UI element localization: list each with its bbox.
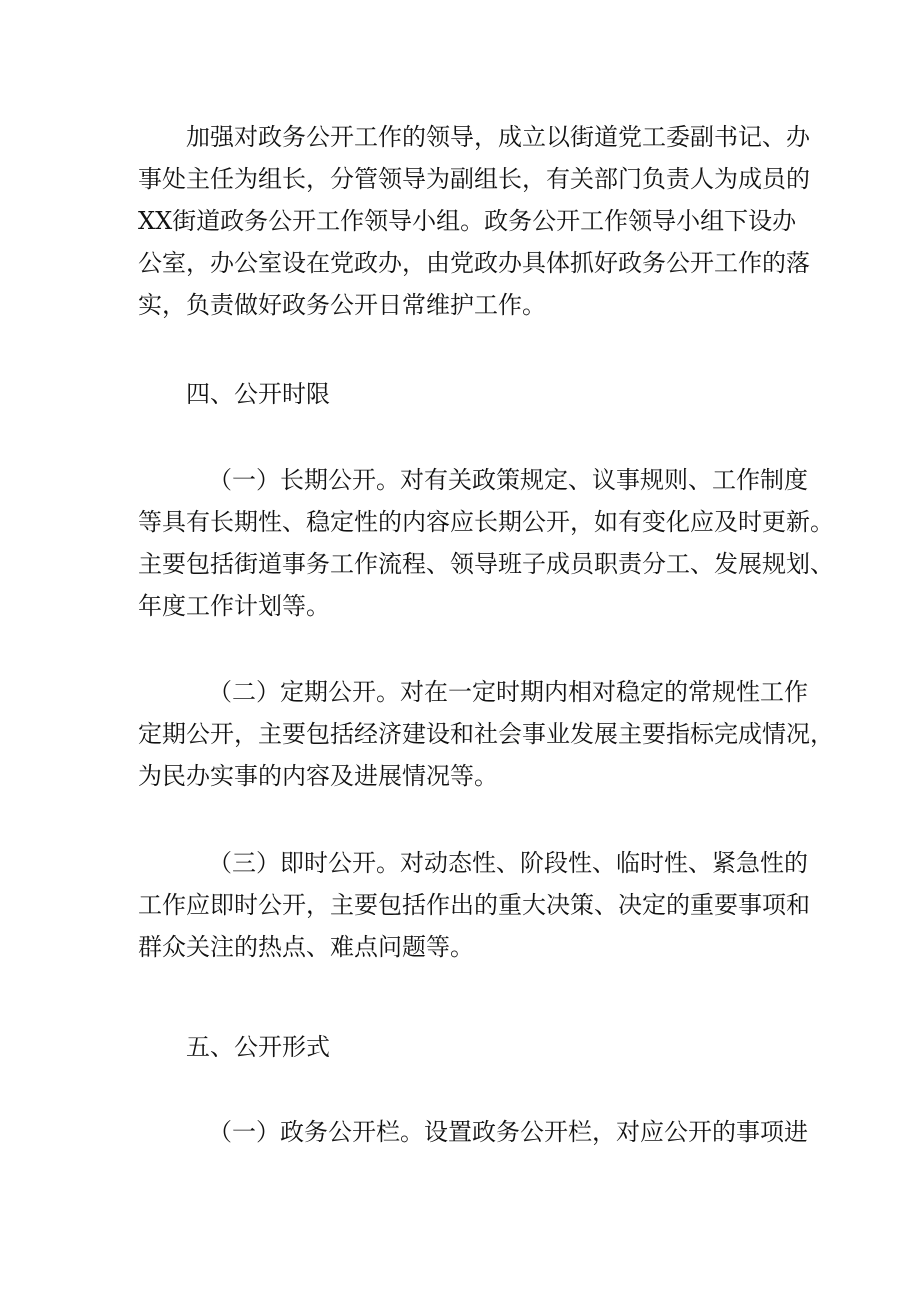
text-line: 实，负责做好政务公开日常维护工作。 bbox=[138, 291, 546, 319]
text-line: 等具有长期性、稳定性的内容应长期公开，如有变化应及时更新。 bbox=[138, 508, 834, 536]
text-line: 工作应即时公开，主要包括作出的重大决策、决定的重要事项和 bbox=[138, 891, 810, 919]
text-line: 定期公开，主要包括经济建设和社会事业发展主要指标完成情况， bbox=[138, 720, 834, 748]
section-heading: 四、公开时限 bbox=[186, 380, 330, 408]
text-line: 主要包括街道事务工作流程、领导班子成员职责分工、发展规划、 bbox=[138, 550, 834, 578]
text-line: 年度工作计划等。 bbox=[138, 592, 330, 620]
text-line: （三）即时公开。对动态性、阶段性、临时性、紧急性的 bbox=[208, 849, 808, 877]
text-line: 事处主任为组长，分管领导为副组长，有关部门负责人为成员的 bbox=[138, 165, 810, 193]
text-line: XX街道政务公开工作领导小组。政务公开工作领导小组下设办 bbox=[138, 207, 797, 235]
text-line: 公室，办公室设在党政办，由党政办具体抓好政务公开工作的落 bbox=[138, 249, 810, 277]
text-line: 群众关注的热点、难点问题等。 bbox=[138, 933, 474, 961]
section-heading: 五、公开形式 bbox=[186, 1033, 330, 1061]
text-line: （一）长期公开。对有关政策规定、议事规则、工作制度 bbox=[208, 466, 808, 494]
text-line: （一）政务公开栏。设置政务公开栏，对应公开的事项进 bbox=[208, 1118, 808, 1146]
text-line: 为民办实事的内容及进展情况等。 bbox=[138, 762, 498, 790]
text-line: 加强对政务公开工作的领导，成立以街道党工委副书记、办 bbox=[186, 123, 810, 151]
text-line: （二）定期公开。对在一定时期内相对稳定的常规性工作 bbox=[208, 678, 808, 706]
